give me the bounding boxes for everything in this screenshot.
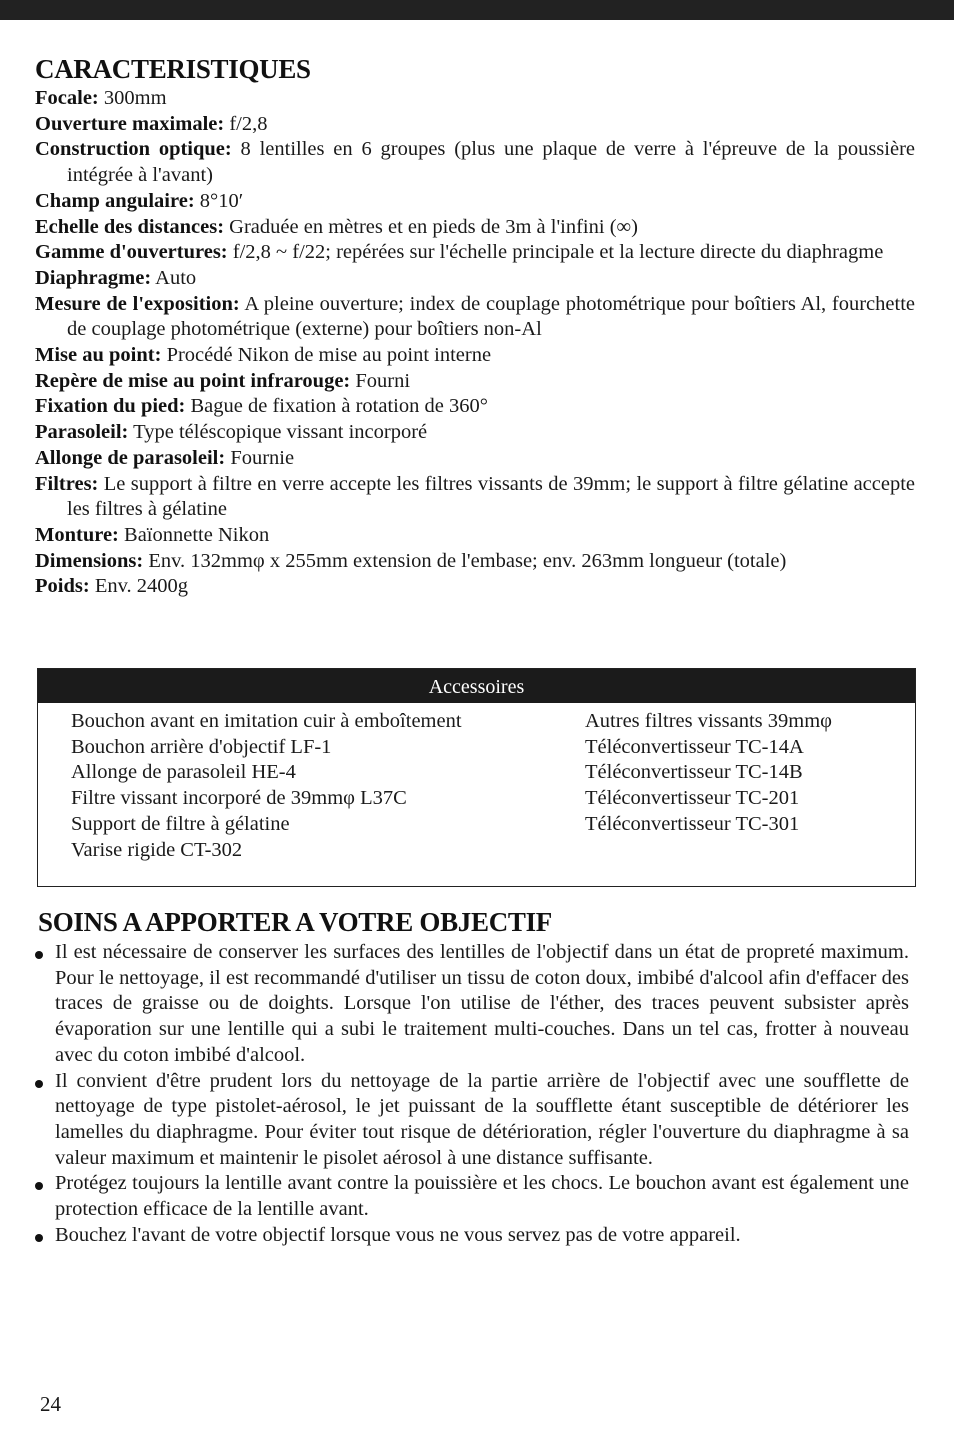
spec-value: Auto [155,266,197,289]
accessory-item: Téléconvertisseur TC-14A [585,735,804,758]
care-text: Bouchez l'avant de votre objectif lorsque vous ne vous servez pas de votre appareil. [55,1223,741,1246]
spec-label: Allonge de parasoleil: [35,446,226,469]
spec-value: A pleine ouverture; index de couplage photométrique pour boîtiers Al, fourchette de couplage photométrique (externe) pour boîtiers non-Al [67,292,915,341]
bullet-icon [35,1182,43,1190]
spec-value: f/2,8 [229,112,268,135]
accessory-item: Autres filtres vissants 39mmφ [585,710,832,732]
spec-row [35,420,915,446]
care-item [35,1223,909,1249]
spec-row [35,446,915,472]
spec-value: Fourni [355,369,411,392]
accessory-item: Allonge de parasoleil HE-4 [71,761,296,784]
spec-value: Env. 2400g [94,575,189,598]
care-text: Il est nécessaire de conserver les surfaces des lentilles de l'objectif dans un état de propreté maximum. Pour le nettoyage, il est recommandé d'utiliser un tissu de coton doux, imbibé d'alcool afin d'effacer des traces de graisse ou de doights. Lorsque l'on utilise de l'éther, des traces peuvent subsister après évaporation sur une lentille qui a subi le traitement multi-couches. Dans un tel cas, frotter à nouveau avec du coton imbibé d'alcool. [55,941,909,1066]
spec-value: 8 lentilles en 6 groupes (plus une plaque de verre à l'épreuve de la poussière intégrée à l'avant) [67,138,916,187]
accessory-item: Téléconvertisseur TC-301 [585,812,800,835]
spec-label: Champ angulaire: [35,189,195,212]
spec-value: Bague de fixation à rotation de 360° [190,395,488,418]
spec-label: Mise au point: [35,344,162,367]
page-number: 24 [40,1392,61,1416]
care-item [35,1171,909,1222]
spec-label: Mesure de l'exposition: [35,292,240,315]
care-text: Protégez toujours la lentille avant contre la pouissière et les chocs. Le bouchon avant est également une protection efficace de la lentille avant. [55,1172,909,1221]
spec-row [35,369,915,395]
spec-row [35,137,915,188]
spec-row [35,112,915,138]
spec-value: f/2,8 ~ f/22; repérées sur l'échelle principale et la lecture directe du diaphragme [232,241,884,264]
spec-label: Ouverture maximale: [35,112,225,135]
spec-row [35,240,915,266]
spec-row [35,549,915,575]
top-border-bar [0,0,954,20]
accessories-header: Accessoires [38,669,915,703]
care-text: Il convient d'être prudent lors du nettoyage de la partie arrière de l'objectif avec une soufflette de nettoyage de type pistolet-aérosol, le jet puissant de la soufflette étant susceptible de détériorer les lamelles du diaphragme. Pour éviter tout risque de détérioration, régler l'ouverture du diaphragme à sa valeur maximum et maintenir le pisolet aérosol à une distance suffisante. [55,1069,909,1169]
bullet-icon [35,1080,43,1088]
spec-label: Dimensions: [35,549,144,572]
spec-row [35,86,915,112]
care-item [35,940,909,1069]
spec-row [35,394,915,420]
bullet-icon [35,1234,43,1242]
spec-value: Fournie [230,446,295,469]
spec-row [35,343,915,369]
spec-label: Focale: [35,87,99,109]
spec-label: Filtres: [35,472,99,495]
accessory-item: Support de filtre à gélatine [71,812,290,835]
spec-label: Parasoleil: [35,421,129,444]
care-section [35,905,909,1248]
spec-value: Le support à filtre en verre accepte les filtres vissants de 39mm; le support à filtre gélatine accepte les filtres à gélatine [67,472,916,521]
spec-value: Procédé Nikon de mise au point interne [166,344,492,367]
spec-value: 8°10′ [199,189,244,212]
spec-row [35,292,915,343]
spec-value: 300mm [103,87,167,109]
specifications-title: CARACTERISTIQUES [35,54,311,84]
accessory-item: Bouchon avant en imitation cuir à emboîtement [71,710,462,732]
spec-row [35,189,915,215]
spec-label: Echelle des distances: [35,215,225,238]
spec-label: Gamme d'ouvertures: [35,241,228,264]
spec-value: Baïonnette Nikon [124,523,270,546]
spec-row [35,266,915,292]
spec-label: Monture: [35,523,119,546]
care-title: SOINS A APPORTER A VOTRE OBJECTIF [38,907,553,937]
accessory-item: Téléconvertisseur TC-201 [585,787,800,810]
spec-value: Env. 132mmφ x 255mm extension de l'embase; env. 263mm longueur (totale) [148,549,787,572]
spec-label: Fixation du pied: [35,395,186,418]
bullet-icon [35,951,43,959]
spec-row [35,523,915,549]
care-item [35,1069,909,1172]
accessories-box [37,668,916,887]
spec-row [35,574,915,600]
accessories-left-column [71,709,462,863]
specifications-section [35,52,915,600]
spec-label: Repère de mise au point infrarouge: [35,369,351,392]
accessory-item: Bouchon arrière d'objectif LF-1 [71,735,332,758]
spec-value: Type téléscopique vissant incorporé [133,421,428,444]
spec-label: Poids: [35,575,90,598]
specifications-list [35,86,915,600]
accessory-item: Filtre vissant incorporé de 39mmφ L37C [71,787,407,810]
accessory-item: Varise rigide CT-302 [71,838,243,861]
accessory-item: Téléconvertisseur TC-14B [585,761,803,784]
spec-value: Graduée en mètres et en pieds de 3m à l'infini (∞) [229,215,638,238]
spec-label: Construction optique: [35,138,232,161]
accessories-right-column [585,709,832,838]
care-list [35,940,909,1248]
spec-row [35,472,915,523]
spec-label: Diaphragme: [35,266,152,289]
spec-row [35,215,915,241]
